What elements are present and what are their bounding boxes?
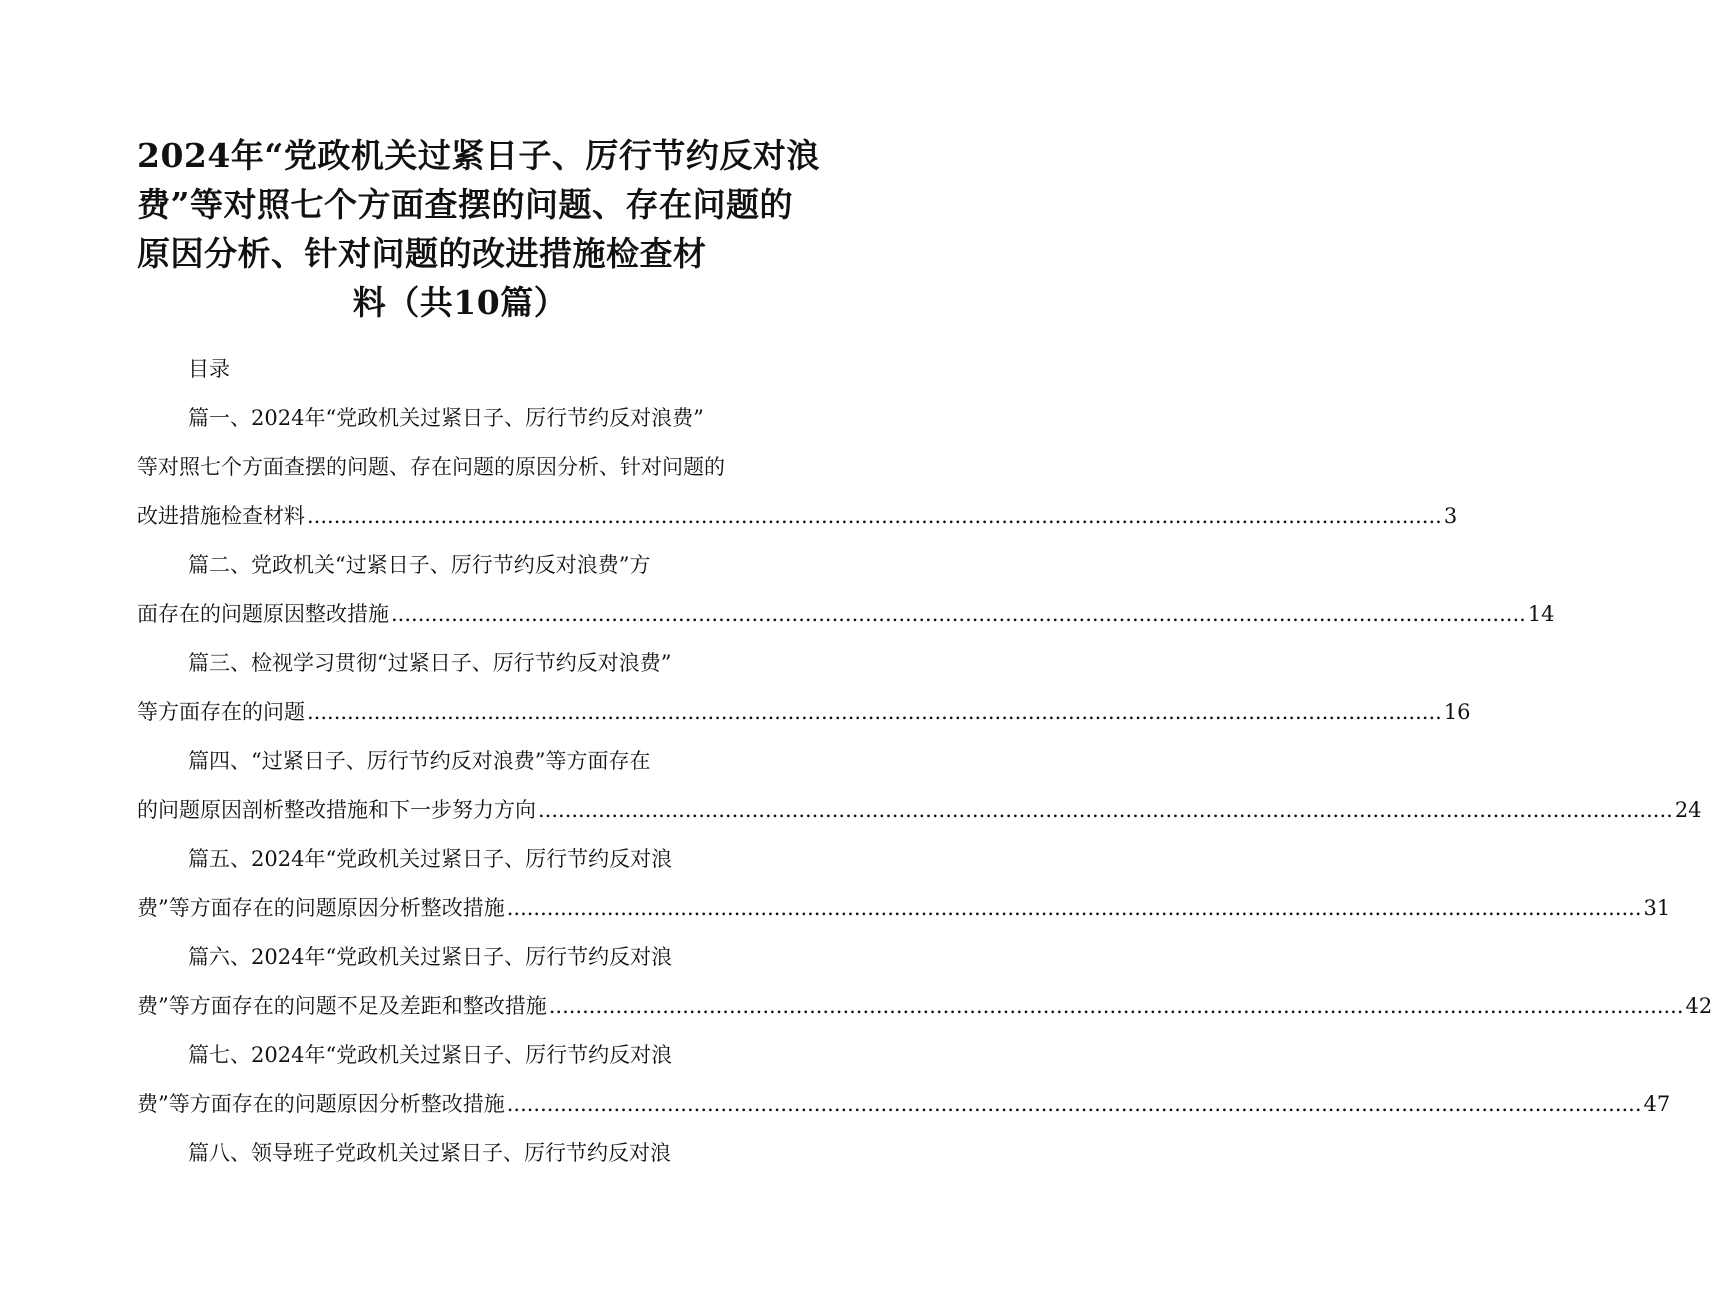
document-title-line-3: 原因分析、针对问题的改进措施检查材 [137,234,707,273]
toc-entry-2-last-line[interactable] [137,599,1555,629]
toc-entry-2-line-1[interactable]: 篇二、党政机关“过紧日子、厉行节约反对浪费”方 [188,553,651,577]
toc-leader-dots: .......................................................................................................................................................................... [391,602,1526,626]
document-title-line-4: 料（共10篇） [352,283,568,322]
toc-entry-8-line-1[interactable]: 篇八、领导班子党政机关过紧日子、厉行节约反对浪 [188,1141,671,1165]
toc-entry-6-last-line[interactable] [137,991,1712,1021]
toc-entry-4-page-number: 24 [1674,798,1702,822]
toc-entry-4-line-1[interactable]: 篇四、“过紧日子、厉行节约反对浪费”等方面存在 [188,749,651,773]
toc-leader-dots: .......................................................................................................................................................................... [506,896,1642,920]
toc-entry-2-text: 面存在的问题原因整改措施 [137,602,389,626]
toc-entry-5-text: 费”等方面存在的问题原因分析整改措施 [137,896,505,920]
toc-entry-1-last-line[interactable] [137,501,1458,531]
toc-entry-1-text: 改进措施检查材料 [137,504,305,528]
toc-entry-2-page-number: 14 [1527,602,1555,626]
toc-heading: 目录 [188,357,230,381]
toc-entry-1-line-2[interactable]: 等对照七个方面查摆的问题、存在问题的原因分析、针对问题的 [137,455,725,479]
document-title-line-1: 2024年“党政机关过紧日子、厉行节约反对浪 [137,136,820,175]
toc-entry-3-text: 等方面存在的问题 [137,700,305,724]
toc-entry-1-line-1[interactable]: 篇一、2024年“党政机关过紧日子、厉行节约反对浪费” [188,406,704,430]
toc-entry-7-page-number: 47 [1643,1092,1671,1116]
toc-entry-7-last-line[interactable] [137,1089,1671,1119]
toc-entry-5-page-number: 31 [1643,896,1671,920]
toc-entry-5-line-1[interactable]: 篇五、2024年“党政机关过紧日子、厉行节约反对浪 [188,847,673,871]
toc-entry-6-text: 费”等方面存在的问题不足及差距和整改措施 [137,994,547,1018]
toc-entry-7-line-1[interactable]: 篇七、2024年“党政机关过紧日子、厉行节约反对浪 [188,1043,673,1067]
toc-entry-6-line-1[interactable]: 篇六、2024年“党政机关过紧日子、厉行节约反对浪 [188,945,673,969]
toc-entry-6-page-number: 42 [1685,994,1712,1018]
toc-leader-dots: .......................................................................................................................................................................... [307,700,1442,724]
toc-entry-4-text: 的问题原因剖析整改措施和下一步努力方向 [137,798,536,822]
toc-entry-7-text: 费”等方面存在的问题原因分析整改措施 [137,1092,505,1116]
toc-entry-3-line-1[interactable]: 篇三、检视学习贯彻“过紧日子、厉行节约反对浪费” [188,651,672,675]
toc-entry-3-page-number: 16 [1443,700,1471,724]
toc-entry-4-last-line[interactable] [137,795,1702,825]
toc-entry-3-last-line[interactable] [137,697,1471,727]
toc-leader-dots: .......................................................................................................................................................................... [538,798,1673,822]
toc-entry-1-page-number: 3 [1443,504,1458,528]
toc-leader-dots: .......................................................................................................................................................................... [307,504,1442,528]
toc-leader-dots: .......................................................................................................................................................................... [506,1092,1642,1116]
toc-entry-5-last-line[interactable] [137,893,1671,923]
document-title-line-2: 费”等对照七个方面查摆的问题、存在问题的 [137,185,793,224]
toc-leader-dots: .......................................................................................................................................................................... [548,994,1684,1018]
